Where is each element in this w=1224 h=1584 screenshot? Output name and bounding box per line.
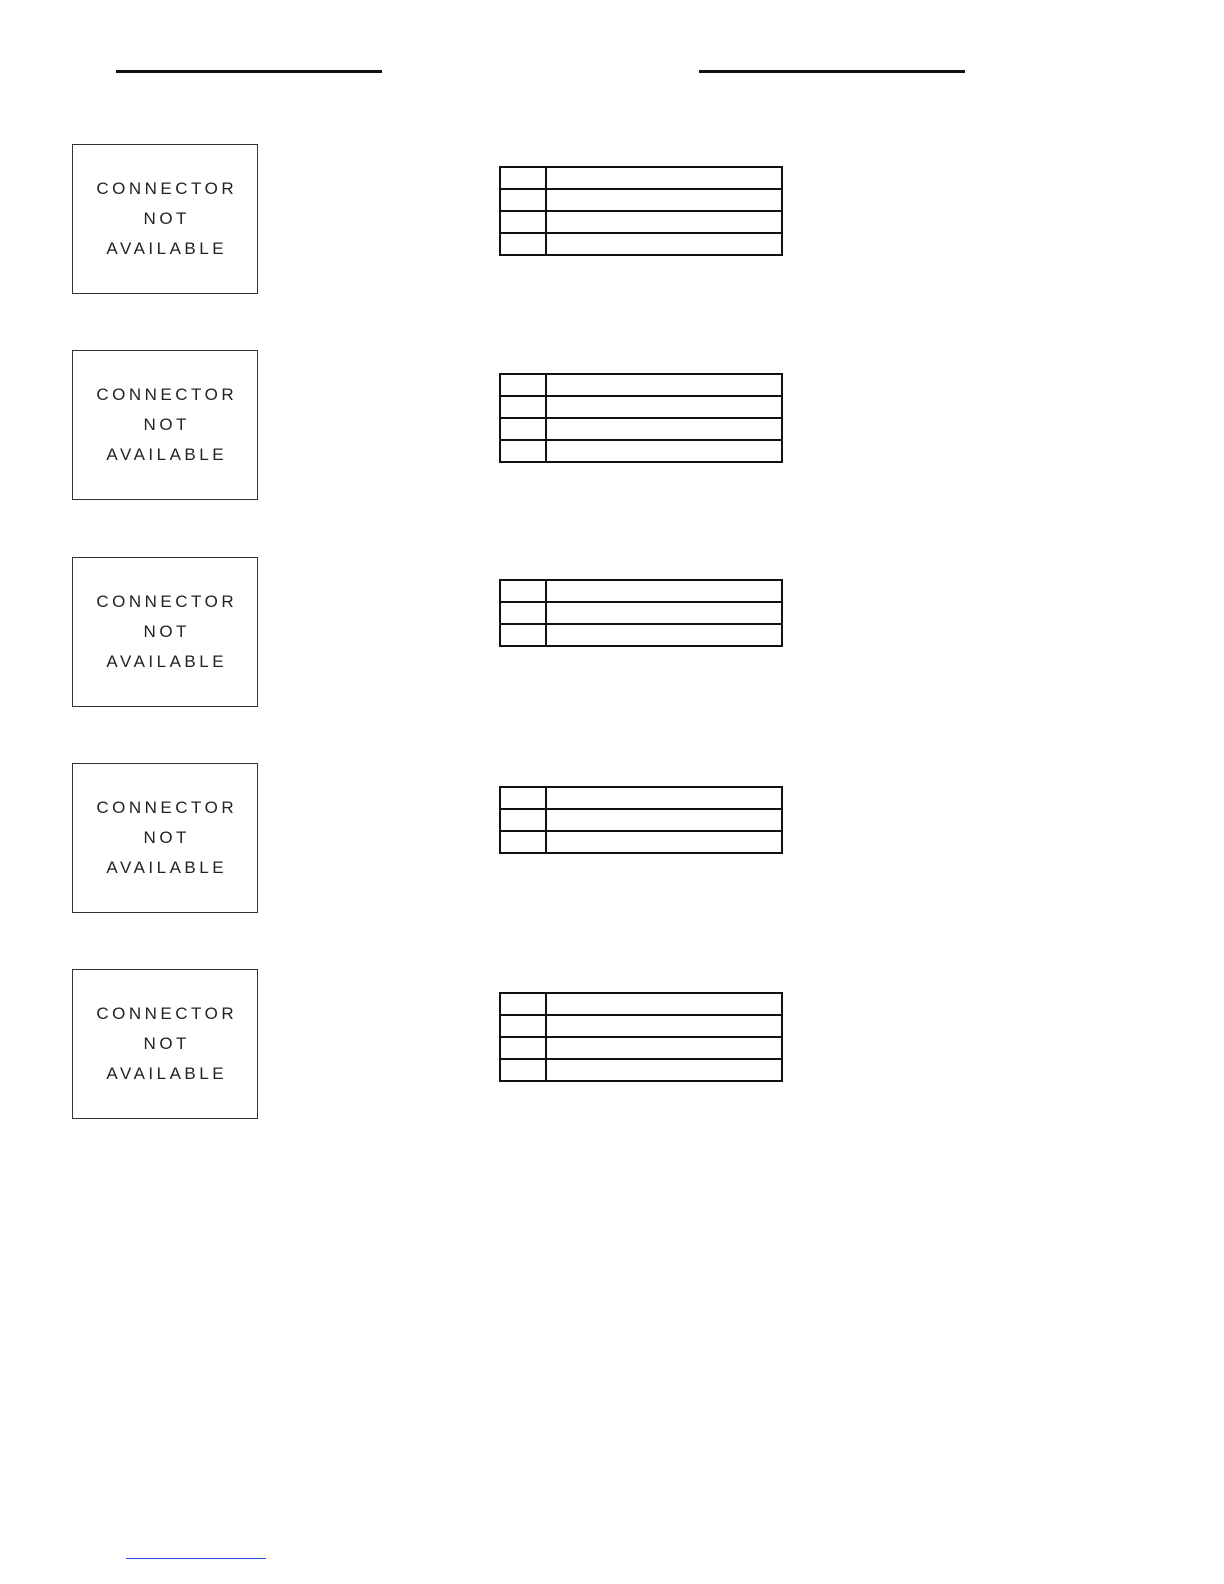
connector-label-line: CONNECTOR [96, 798, 238, 817]
pin-table [499, 166, 783, 256]
pin-number-cell [500, 809, 546, 831]
connector-label-line: NOT [143, 622, 190, 641]
pin-number-cell [500, 580, 546, 602]
pin-number-cell [500, 396, 546, 418]
pin-description-cell [546, 374, 782, 396]
table-row [500, 1015, 782, 1037]
connector-label-line: CONNECTOR [96, 385, 238, 404]
footer-link[interactable] [126, 1558, 266, 1559]
pin-number-cell [500, 233, 546, 255]
connector-image-placeholder [72, 557, 258, 707]
pin-description-cell [546, 1059, 782, 1081]
table-row [500, 374, 782, 396]
pin-number-cell [500, 1015, 546, 1037]
connector-label-line: AVAILABLE [106, 445, 228, 464]
connector-label-line: NOT [143, 415, 190, 434]
connector-image-placeholder [72, 763, 258, 913]
table-row [500, 580, 782, 602]
table-row [500, 396, 782, 418]
pin-description-cell [546, 418, 782, 440]
pin-description-cell [546, 580, 782, 602]
table-row [500, 1037, 782, 1059]
pin-description-cell [546, 396, 782, 418]
pin-number-cell [500, 787, 546, 809]
pin-number-cell [500, 211, 546, 233]
pin-description-cell [546, 211, 782, 233]
pin-description-cell [546, 787, 782, 809]
pin-number-cell [500, 602, 546, 624]
pin-number-cell [500, 624, 546, 646]
table-row [500, 993, 782, 1015]
connector-label-line: AVAILABLE [106, 652, 228, 671]
pin-description-cell [546, 831, 782, 853]
pin-number-cell [500, 418, 546, 440]
pin-number-cell [500, 440, 546, 462]
pin-table [499, 373, 783, 463]
pin-number-cell [500, 1059, 546, 1081]
table-row [500, 211, 782, 233]
connector-label-line: NOT [143, 1034, 190, 1053]
table-row [500, 602, 782, 624]
pin-description-cell [546, 1015, 782, 1037]
table-row [500, 167, 782, 189]
connector-image-placeholder [72, 350, 258, 500]
pin-number-cell [500, 993, 546, 1015]
pin-number-cell [500, 374, 546, 396]
connector-image-placeholder [72, 144, 258, 294]
pin-table [499, 579, 783, 647]
table-row [500, 787, 782, 809]
pin-number-cell [500, 189, 546, 211]
table-row [500, 624, 782, 646]
table-row [500, 418, 782, 440]
connector-label-line: CONNECTOR [96, 1004, 238, 1023]
connector-label-line: CONNECTOR [96, 179, 238, 198]
left-header-rule [116, 70, 382, 73]
connector-label-line: NOT [143, 828, 190, 847]
connector-label-line: NOT [143, 209, 190, 228]
pin-description-cell [546, 624, 782, 646]
table-row [500, 831, 782, 853]
connector-image-placeholder [72, 969, 258, 1119]
connector-label-line: AVAILABLE [106, 239, 228, 258]
pin-description-cell [546, 1037, 782, 1059]
connector-label-line: AVAILABLE [106, 858, 228, 877]
pin-description-cell [546, 440, 782, 462]
connector-label-line: CONNECTOR [96, 592, 238, 611]
pin-number-cell [500, 1037, 546, 1059]
right-header-rule [699, 70, 965, 73]
pin-table [499, 992, 783, 1082]
table-row [500, 189, 782, 211]
pin-number-cell [500, 167, 546, 189]
table-row [500, 440, 782, 462]
pin-description-cell [546, 993, 782, 1015]
table-row [500, 1059, 782, 1081]
pin-description-cell [546, 809, 782, 831]
table-row [500, 233, 782, 255]
pin-description-cell [546, 167, 782, 189]
pin-description-cell [546, 233, 782, 255]
pin-number-cell [500, 831, 546, 853]
table-row [500, 809, 782, 831]
pin-description-cell [546, 602, 782, 624]
pin-description-cell [546, 189, 782, 211]
connector-label-line: AVAILABLE [106, 1064, 228, 1083]
pin-table [499, 786, 783, 854]
